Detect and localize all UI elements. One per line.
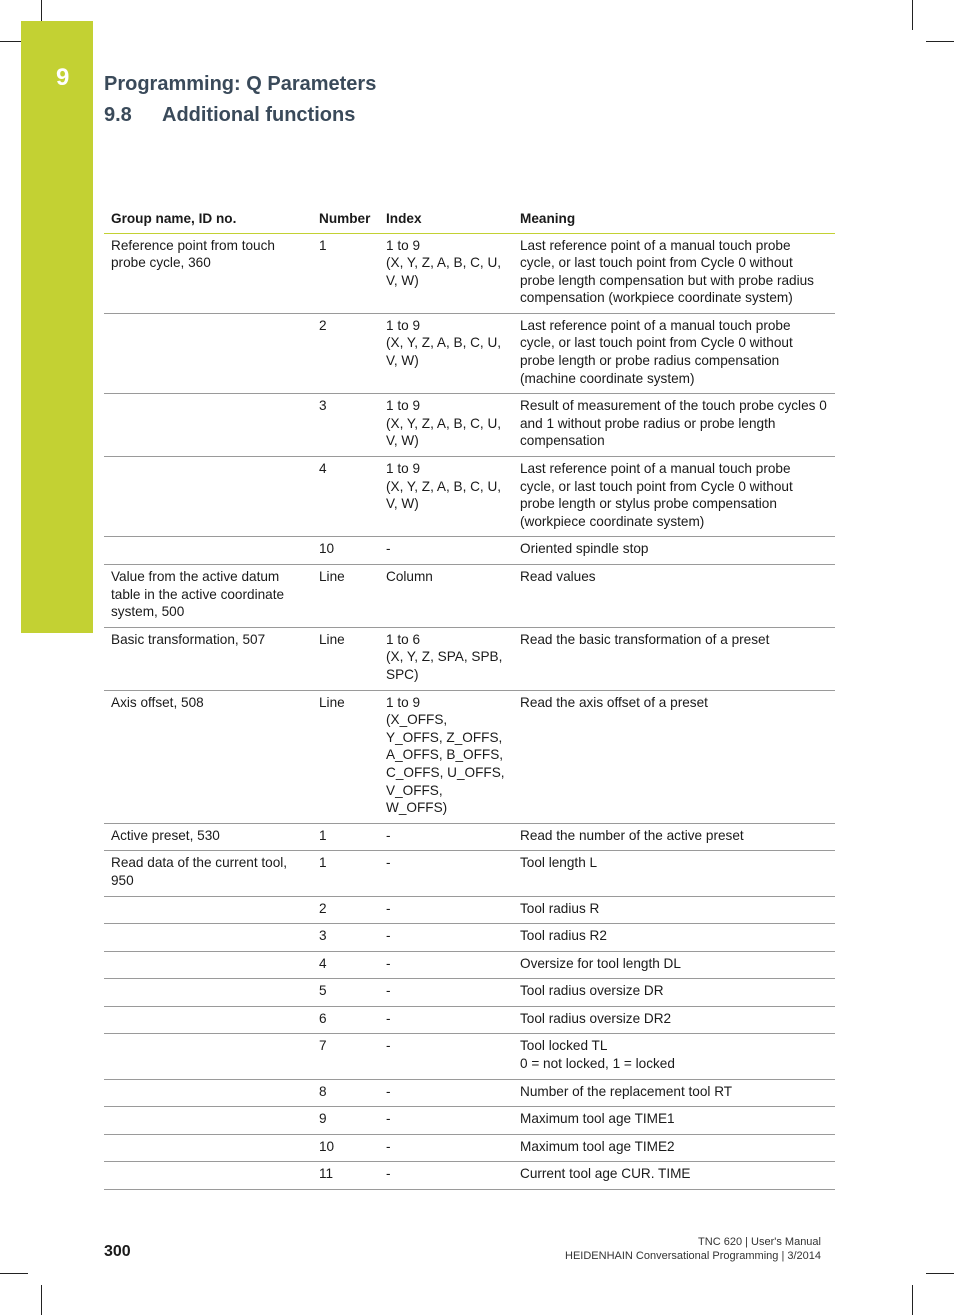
column-header-meaning: Meaning — [513, 210, 835, 233]
cell-number: 1 — [312, 233, 379, 313]
table-row — [104, 313, 835, 393]
cell-number: 6 — [312, 1006, 379, 1034]
cell-index: - — [379, 851, 513, 896]
crop-mark — [912, 0, 913, 30]
cell-number: 4 — [312, 951, 379, 979]
cell-group — [104, 537, 312, 565]
footer-line-2: HEIDENHAIN Conversational Programming | 3/2014 — [565, 1250, 821, 1262]
cell-index: 1 to 6 (X, Y, Z, SPA, SPB, SPC) — [379, 627, 513, 690]
crop-mark — [926, 41, 954, 42]
cell-index: - — [379, 896, 513, 924]
parameter-table — [104, 210, 835, 1190]
cell-meaning: Tool radius R — [513, 896, 835, 924]
cell-meaning: Oriented spindle stop — [513, 537, 835, 565]
cell-index: - — [379, 979, 513, 1007]
cell-meaning: Maximum tool age TIME1 — [513, 1107, 835, 1135]
cell-number: 4 — [312, 457, 379, 537]
cell-group — [104, 457, 312, 537]
cell-group: Read data of the current tool, 950 — [104, 851, 312, 896]
table-row — [104, 1034, 835, 1079]
cell-group — [104, 1162, 312, 1190]
cell-meaning: Tool radius oversize DR — [513, 979, 835, 1007]
table-row — [104, 537, 835, 565]
cell-number: 7 — [312, 1034, 379, 1079]
cell-group — [104, 313, 312, 393]
cell-index: - — [379, 823, 513, 851]
table-row — [104, 1006, 835, 1034]
table-row — [104, 1134, 835, 1162]
cell-group: Active preset, 530 — [104, 823, 312, 851]
cell-number: 11 — [312, 1162, 379, 1190]
cell-meaning: Read the number of the active preset — [513, 823, 835, 851]
cell-meaning: Tool radius oversize DR2 — [513, 1006, 835, 1034]
cell-meaning: Number of the replacement tool RT — [513, 1079, 835, 1107]
table-row — [104, 951, 835, 979]
table-row — [104, 1079, 835, 1107]
cell-meaning: Oversize for tool length DL — [513, 951, 835, 979]
cell-index: 1 to 9 (X_OFFS, Y_OFFS, Z_OFFS, A_OFFS, B_OFFS, C_OFFS, U_OFFS, V_OFFS, W_OFFS) — [379, 690, 513, 823]
table-row — [104, 1162, 835, 1190]
cell-index: 1 to 9 (X, Y, Z, A, B, C, U, V, W) — [379, 457, 513, 537]
cell-group — [104, 1006, 312, 1034]
cell-group: Axis offset, 508 — [104, 690, 312, 823]
footer-info — [565, 1235, 821, 1263]
cell-number: 3 — [312, 394, 379, 457]
cell-meaning: Current tool age CUR. TIME — [513, 1162, 835, 1190]
cell-group — [104, 1107, 312, 1135]
crop-mark — [926, 1273, 954, 1274]
crop-mark — [912, 1285, 913, 1315]
cell-number: 5 — [312, 979, 379, 1007]
cell-group: Basic transformation, 507 — [104, 627, 312, 690]
cell-index: - — [379, 1079, 513, 1107]
table-row — [104, 924, 835, 952]
cell-meaning: Read the axis offset of a preset — [513, 690, 835, 823]
table-row — [104, 690, 835, 823]
cell-number: Line — [312, 565, 379, 628]
cell-index: - — [379, 1034, 513, 1079]
table-row — [104, 565, 835, 628]
cell-group — [104, 394, 312, 457]
cell-index: - — [379, 924, 513, 952]
cell-meaning: Result of measurement of the touch probe cycles 0 and 1 without probe radius or probe length compensation — [513, 394, 835, 457]
table-row — [104, 851, 835, 896]
cell-group — [104, 979, 312, 1007]
column-header-group: Group name, ID no. — [104, 210, 312, 233]
cell-number: Line — [312, 627, 379, 690]
cell-number: 3 — [312, 924, 379, 952]
cell-group: Value from the active datum table in the active coordinate system, 500 — [104, 565, 312, 628]
chapter-number: 9 — [56, 64, 70, 91]
footer-line-1: TNC 620 | User's Manual — [698, 1236, 821, 1248]
cell-index: - — [379, 1107, 513, 1135]
cell-number: 1 — [312, 823, 379, 851]
cell-group — [104, 896, 312, 924]
table-row — [104, 627, 835, 690]
column-header-number: Number — [312, 210, 379, 233]
cell-meaning: Tool length L — [513, 851, 835, 896]
cell-index: - — [379, 537, 513, 565]
cell-index: 1 to 9 (X, Y, Z, A, B, C, U, V, W) — [379, 233, 513, 313]
table-row — [104, 394, 835, 457]
crop-mark — [0, 1273, 28, 1274]
cell-group — [104, 924, 312, 952]
cell-meaning: Last reference point of a manual touch probe cycle, or last touch point from Cycle 0 without probe length or probe radius compensation (machine coordinate system) — [513, 313, 835, 393]
table-row — [104, 457, 835, 537]
cell-meaning: Read the basic transformation of a preset — [513, 627, 835, 690]
cell-number: 8 — [312, 1079, 379, 1107]
cell-index: - — [379, 1006, 513, 1034]
cell-group — [104, 1079, 312, 1107]
table-header-row — [104, 210, 835, 233]
cell-index: 1 to 9 (X, Y, Z, A, B, C, U, V, W) — [379, 394, 513, 457]
table-row — [104, 823, 835, 851]
cell-number: Line — [312, 690, 379, 823]
section-number: 9.8 — [104, 104, 132, 126]
table-body — [104, 233, 835, 1190]
cell-number: 2 — [312, 896, 379, 924]
cell-meaning: Tool locked TL 0 = not locked, 1 = locked — [513, 1034, 835, 1079]
crop-mark — [41, 0, 42, 21]
cell-index: - — [379, 1134, 513, 1162]
page-number: 300 — [104, 1243, 131, 1260]
cell-index: Column — [379, 565, 513, 628]
chapter-tab — [21, 21, 93, 633]
cell-meaning: Maximum tool age TIME2 — [513, 1134, 835, 1162]
chapter-title: Programming: Q Parameters — [104, 73, 377, 95]
cell-meaning: Tool radius R2 — [513, 924, 835, 952]
table-row — [104, 233, 835, 313]
cell-meaning: Last reference point of a manual touch probe cycle, or last touch point from Cycle 0 without probe length or stylus probe compensation (workpiece coordinate system) — [513, 457, 835, 537]
cell-number: 10 — [312, 537, 379, 565]
cell-index: 1 to 9 (X, Y, Z, A, B, C, U, V, W) — [379, 313, 513, 393]
table-row — [104, 896, 835, 924]
cell-number: 2 — [312, 313, 379, 393]
column-header-index: Index — [379, 210, 513, 233]
cell-group — [104, 1034, 312, 1079]
cell-group — [104, 951, 312, 979]
cell-index: - — [379, 1162, 513, 1190]
cell-group: Reference point from touch probe cycle, 360 — [104, 233, 312, 313]
cell-number: 10 — [312, 1134, 379, 1162]
cell-meaning: Last reference point of a manual touch probe cycle, or last touch point from Cycle 0 without probe length compensation but with probe radius compensation (workpiece coordinate system) — [513, 233, 835, 313]
crop-mark — [41, 1285, 42, 1315]
table-row — [104, 1107, 835, 1135]
cell-number: 9 — [312, 1107, 379, 1135]
cell-group — [104, 1134, 312, 1162]
table-row — [104, 979, 835, 1007]
cell-number: 1 — [312, 851, 379, 896]
section-title: Additional functions — [162, 104, 356, 126]
cell-index: - — [379, 951, 513, 979]
cell-meaning: Read values — [513, 565, 835, 628]
crop-mark — [0, 41, 21, 42]
